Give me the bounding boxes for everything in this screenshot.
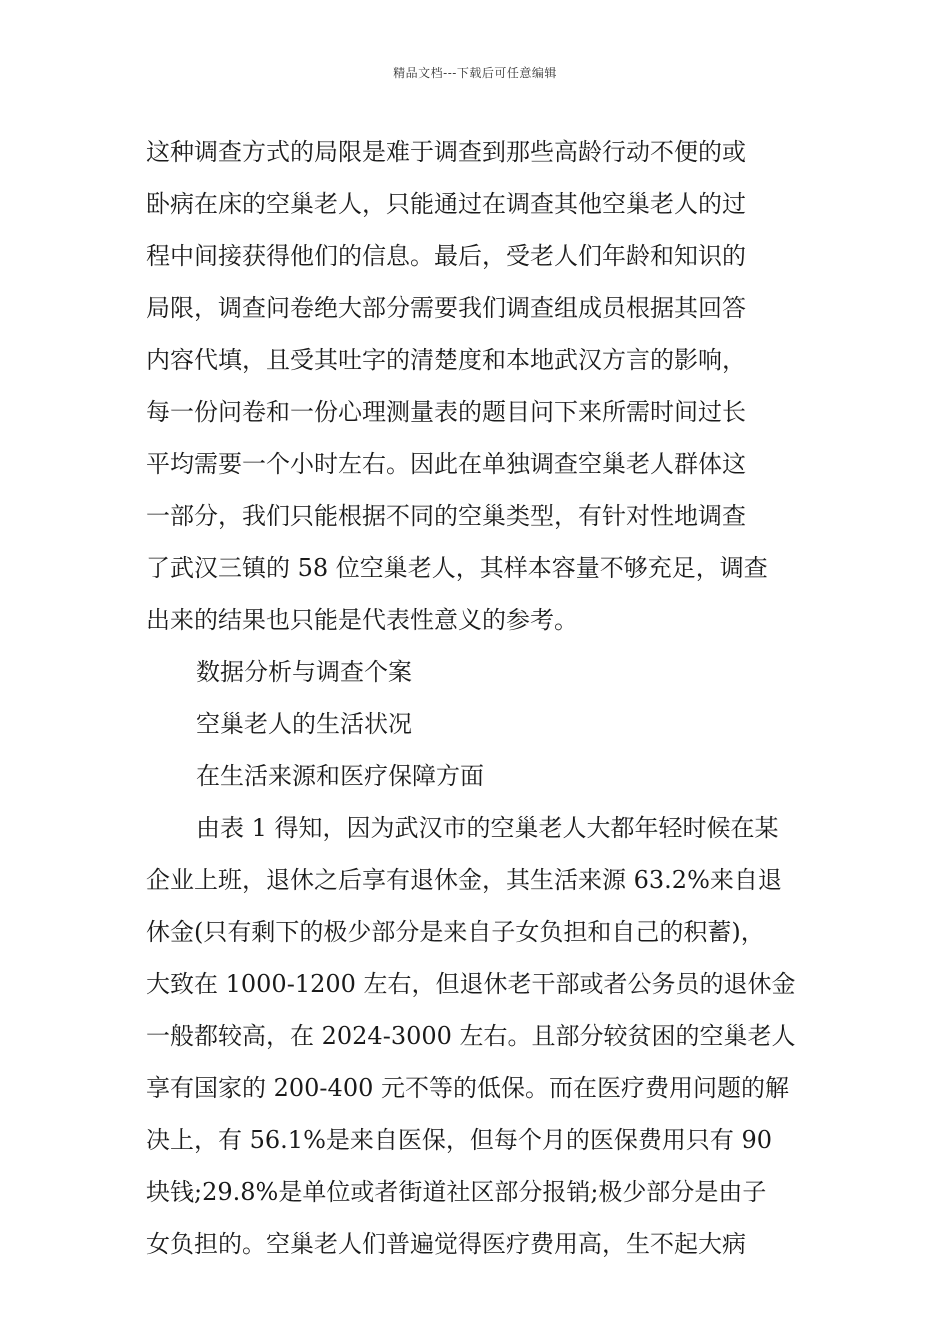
text-line: 卧病在床的空巢老人，只能通过在调查其他空巢老人的过 (146, 190, 746, 218)
text-line: 享有国家的 200-400 元不等的低保。而在医疗费用问题的解 (146, 1074, 789, 1102)
text-line: 每一份问卷和一份心理测量表的题目问下来所需时间过长 (146, 398, 746, 426)
text-line: 出来的结果也只能是代表性意义的参考。 (146, 606, 578, 634)
text-line: 这种调查方式的局限是难于调查到那些高龄行动不便的或 (146, 138, 746, 166)
text-line: 块钱;29.8%是单位或者街道社区部分报销;极少部分是由子 (146, 1178, 767, 1206)
text-line: 程中间接获得他们的信息。最后，受老人们年龄和知识的 (146, 242, 746, 270)
section-heading: 空巢老人的生活状况 (196, 710, 412, 738)
text-line: 由表 1 得知，因为武汉市的空巢老人大都年轻时候在某 (196, 814, 779, 842)
section-heading: 数据分析与调查个案 (196, 658, 412, 686)
text-line: 内容代填，且受其吐字的清楚度和本地武汉方言的影响， (146, 346, 746, 374)
text-line: 休金(只有剩下的极少部分是来自子女负担和自己的积蓄)， (146, 918, 765, 946)
text-line: 女负担的。空巢老人们普遍觉得医疗费用高，生不起大病 (146, 1230, 746, 1258)
text-line: 决上，有 56.1%是来自医保，但每个月的医保费用只有 90 (146, 1126, 773, 1154)
page-header: 精品文档---下载后可任意编辑 (393, 66, 557, 80)
section-heading: 在生活来源和医疗保障方面 (196, 762, 484, 790)
text-line: 大致在 1000-1200 左右，但退休老干部或者公务员的退休金 (146, 970, 796, 998)
text-line: 企业上班，退休之后享有退休金，其生活来源 63.2%来自退 (146, 866, 782, 894)
text-line: 局限，调查问卷绝大部分需要我们调查组成员根据其回答 (146, 294, 746, 322)
text-line: 一般都较高，在 2024-3000 左右。且部分较贫困的空巢老人 (146, 1022, 796, 1050)
text-line: 平均需要一个小时左右。因此在单独调查空巢老人群体这 (146, 450, 746, 478)
text-line: 了武汉三镇的 58 位空巢老人，其样本容量不够充足，调查 (146, 554, 768, 582)
document-body (146, 126, 826, 1270)
text-line: 一部分，我们只能根据不同的空巢类型，有针对性地调查 (146, 502, 746, 530)
